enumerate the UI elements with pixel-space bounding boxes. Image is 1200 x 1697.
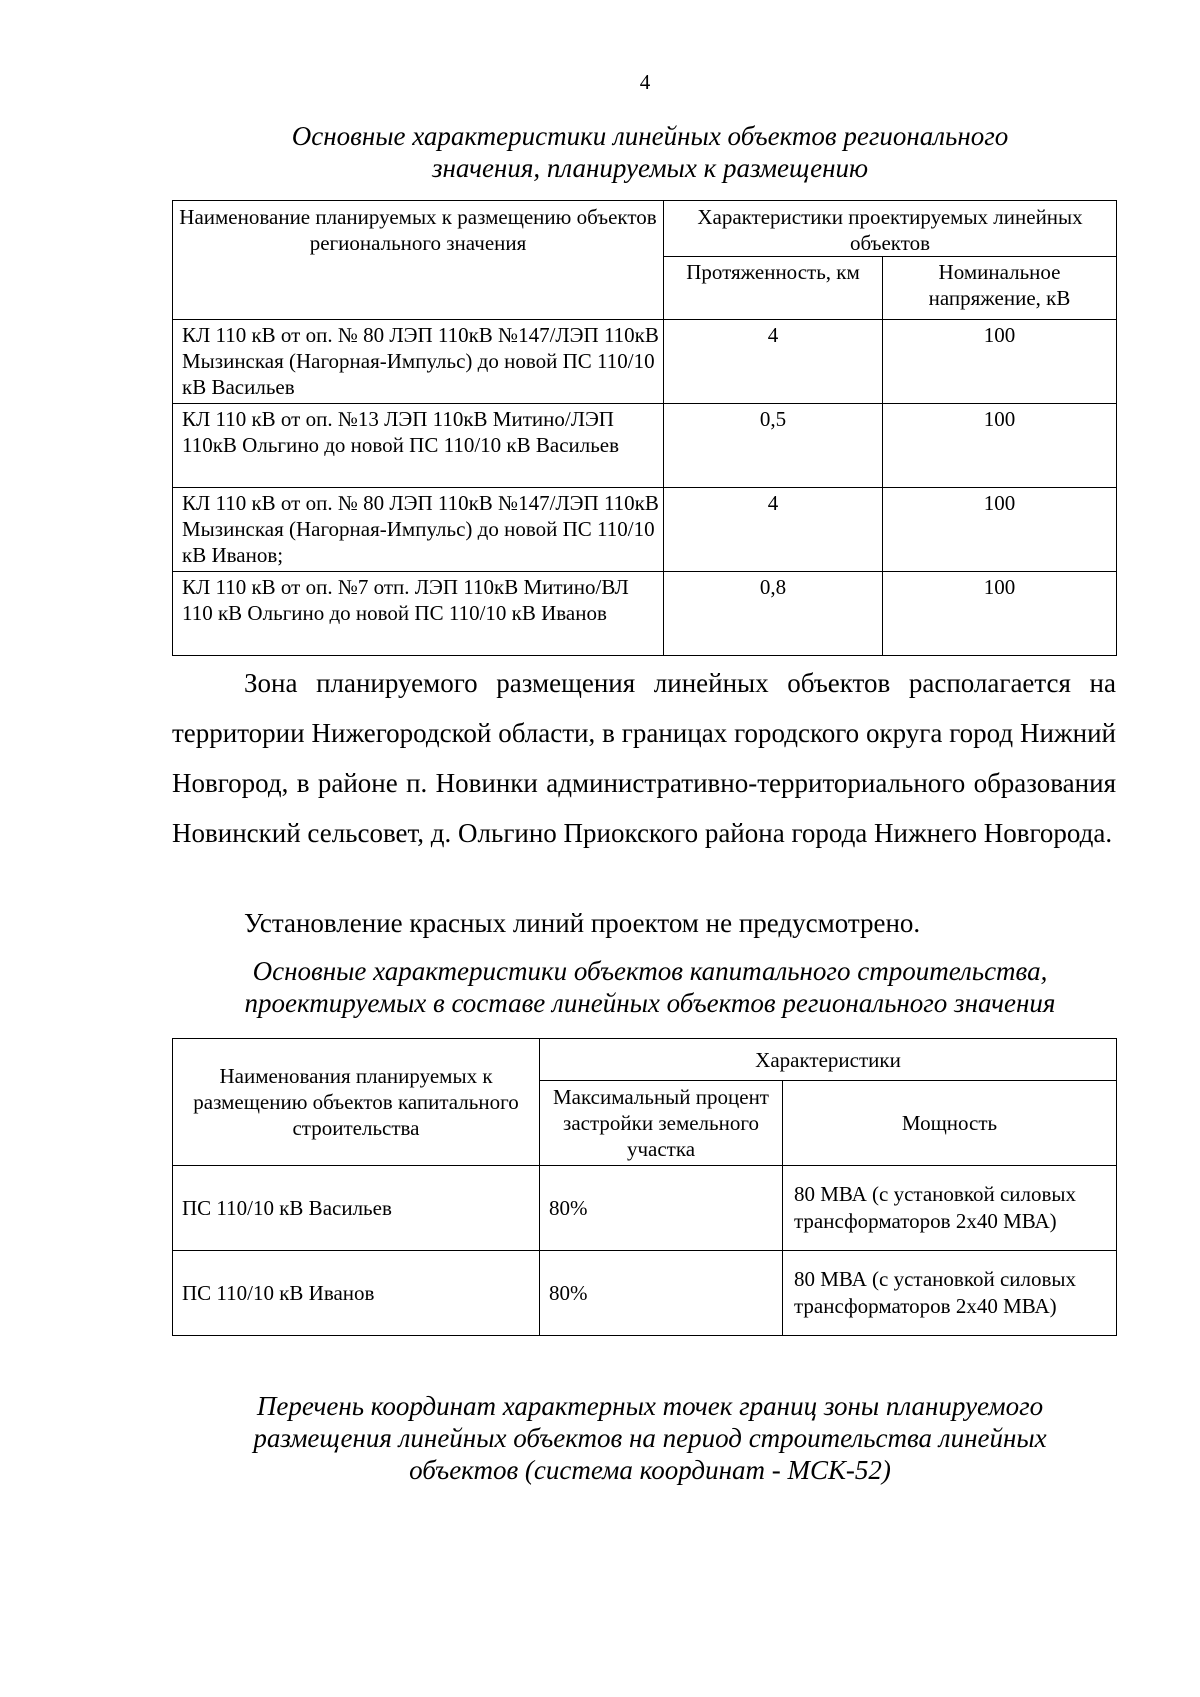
table-row <box>173 404 1117 488</box>
zone-description-paragraph: Зона планируемого размещения линейных объектов располагается на территории Нижегородской области, в границах городского округа город Нижний Новгород, в районе п. Новинки административно-территориального образования Новинский сельсовет, д. Ольгино Приокского района города Нижнего Новгорода. <box>172 668 1116 848</box>
table2-caption <box>200 955 1100 1019</box>
table1-row-voltage: 100 <box>883 320 1117 404</box>
table1-row-name: КЛ 110 кВ от оп. № 80 ЛЭП 110кВ №147/ЛЭП 110кВ Мызинская (Нагорная-Импульс) до новой ПС 110/10 кВ Васильев <box>173 320 664 404</box>
coordinates-caption-line3: объектов (система координат - МСК-52) <box>409 1455 891 1485</box>
table2-caption-line1: Основные характеристики объектов капитального строительства, <box>252 956 1048 986</box>
table2-row-name: ПС 110/10 кВ Иванов <box>173 1251 540 1336</box>
table2-header-build-percent: Максимальный процент застройки земельного участка <box>540 1081 783 1166</box>
red-lines-paragraph: Установление красных линий проектом не предусмотрено. <box>244 908 921 938</box>
table-row <box>173 1251 1117 1336</box>
table-row <box>173 320 1117 404</box>
table2-header-name: Наименования планируемых к размещению объектов капитального строительства <box>173 1039 540 1166</box>
capital-construction-table <box>172 1038 1117 1336</box>
table2-row-percent: 80% <box>540 1251 783 1336</box>
table1-row-length: 0,5 <box>664 404 883 488</box>
table1-header-characteristics: Характеристики проектируемых линейных объектов <box>664 201 1117 257</box>
table-row <box>173 572 1117 656</box>
table1-header-voltage: Номинальное напряжение, кВ <box>883 257 1117 320</box>
table2-row-power: 80 МВА (с установкой силовых трансформаторов 2х40 МВА) <box>783 1166 1117 1251</box>
table2-row-power: 80 МВА (с установкой силовых трансформаторов 2х40 МВА) <box>783 1251 1117 1336</box>
table1-header-name: Наименование планируемых к размещению объектов регионального значения <box>173 201 664 320</box>
coordinates-caption-line1: Перечень координат характерных точек границ зоны планируемого <box>256 1391 1044 1421</box>
table1-row-length: 4 <box>664 488 883 572</box>
table-row <box>173 1166 1117 1251</box>
table1-row-length: 0,8 <box>664 572 883 656</box>
table1-row-name: КЛ 110 кВ от оп. № 80 ЛЭП 110кВ №147/ЛЭП 110кВ Мызинская (Нагорная-Импульс) до новой ПС 110/10 кВ Иванов; <box>173 488 664 572</box>
table1-caption-line2: значения, планируемых к размещению <box>432 153 868 183</box>
table2-row-percent: 80% <box>540 1166 783 1251</box>
coordinates-caption-line2: размещения линейных объектов на период строительства линейных <box>253 1423 1047 1453</box>
table2-row-name: ПС 110/10 кВ Васильев <box>173 1166 540 1251</box>
table1-caption <box>230 120 1070 184</box>
table-row <box>173 488 1117 572</box>
table1-header-length: Протяженность, км <box>664 257 883 320</box>
table1-caption-line1: Основные характеристики линейных объектов регионального <box>291 121 1009 151</box>
table1-row-voltage: 100 <box>883 572 1117 656</box>
table1-row-voltage: 100 <box>883 488 1117 572</box>
table2-caption-line2: проектируемых в составе линейных объектов регионального значения <box>244 988 1056 1018</box>
table1-row-name: КЛ 110 кВ от оп. №7 отп. ЛЭП 110кВ Митино/ВЛ 110 кВ Ольгино до новой ПС 110/10 кВ Иванов <box>173 572 664 656</box>
linear-objects-table <box>172 200 1117 656</box>
table1-row-voltage: 100 <box>883 404 1117 488</box>
table2-header-power: Мощность <box>783 1081 1117 1166</box>
table2-header-characteristics: Характеристики <box>540 1039 1117 1081</box>
table1-row-name: КЛ 110 кВ от оп. №13 ЛЭП 110кВ Митино/ЛЭП 110кВ Ольгино до новой ПС 110/10 кВ Васильев <box>173 404 664 488</box>
coordinates-caption <box>200 1390 1100 1486</box>
table1-row-length: 4 <box>664 320 883 404</box>
page-number: 4 <box>639 70 651 94</box>
